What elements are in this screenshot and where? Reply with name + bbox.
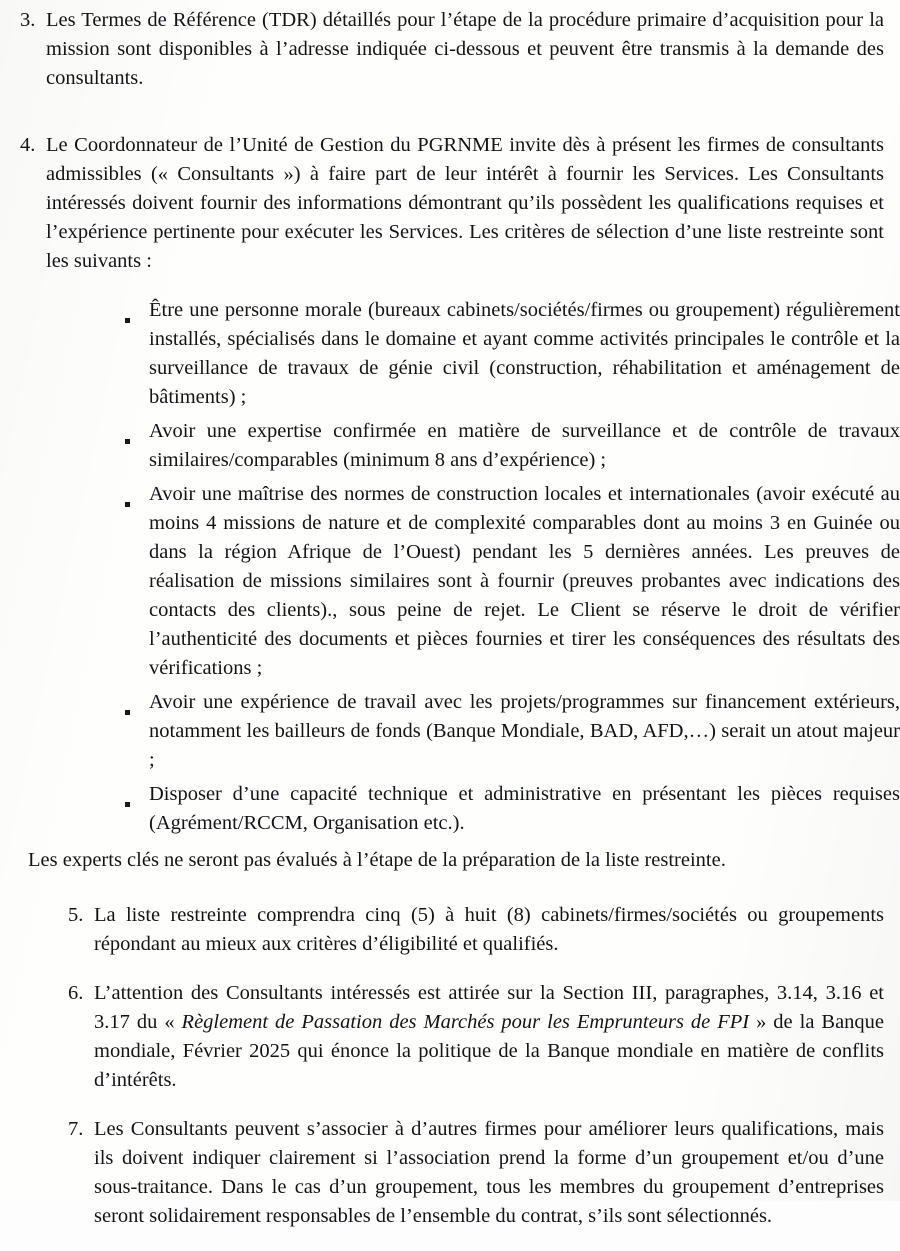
list-item	[149, 417, 900, 475]
criteria-text: Être une personne morale (bureaux cabinets/sociétés/firmes ou groupement) régulièrement installés, spécialisés dans le domaine et ayant comme activités principales le contrôle et la surveillance de travaux de génie civil (construction, réhabilitation et aménagement de bâtiments) ;	[149, 299, 900, 408]
criteria-text: Disposer d’une capacité technique et administrative en présentant les pièces requises (Agrément/RCCM, Organisation etc.).	[149, 783, 900, 834]
numbered-item-4	[16, 131, 884, 276]
paragraph-spacer	[16, 113, 884, 131]
criteria-text: Avoir une maîtrise des normes de construction locales et internationales (avoir exécuté au moins 4 missions de nature et de complexité comparables dont au moins 3 en Guinée ou dans la région Afrique de l’Ouest) pendant les 5 dernières années. Les preuves de réalisation de missions similaires sont à fournir (preuves probantes avec indications des contacts des clients)., sous peine de rejet. Le Client se réserve le droit de vérifier l’authenticité des documents et pièces fournies et tirer les conséquences des résultats des vérifications ;	[149, 483, 900, 679]
paragraph-4-text: Le Coordonnateur de l’Unité de Gestion du PGRNME invite dès à présent les firmes de consultants admissibles (« Consultants ») à faire part de leur intérêt à fournir les Services. Les Consultants intéressés doivent fournir des informations démontrant qu’ils possèdent les qualifications requises et l’expérience pertinente pour exécuter les Services. Les critères de sélection d’une liste restreinte sont les suivants :	[46, 134, 884, 272]
paragraph-6-text	[94, 979, 884, 1095]
regulation-title-italic: Règlement de Passation des Marchés pour les Emprunteurs de FPI	[181, 1011, 750, 1033]
list-item	[149, 296, 900, 412]
paragraph-7-text: Les Consultants peuvent s’associer à d’autres firmes pour améliorer leurs qualifications, mais ils doivent indiquer clairement si l’association prend la forme d’un groupement et/ou d’une sous-traitance. Dans le cas d’un groupement, tous les membres du groupement d’entreprises seront solidairement responsables de l’ensemble du contrat, s’ils sont sélectionnés.	[94, 1118, 884, 1227]
list-number-6: 6.	[68, 982, 84, 1004]
numbered-item-7	[64, 1115, 884, 1231]
list-number-4: 4.	[20, 134, 36, 156]
list-number-3: 3.	[20, 9, 36, 31]
square-bullet-icon	[111, 688, 149, 720]
paragraph-6-text-lead: L’attention des Consultants intéressés est attirée sur la Section III, paragraphes, 3.14, 3.16 et 3.17 du «	[94, 982, 884, 1033]
document-body	[16, 6, 900, 1251]
criteria-text: Avoir une expérience de travail avec les projets/programmes sur financement extérieurs, notamment les bailleurs de fonds (Banque Mondiale, BAD, AFD,…) serait un atout majeur ;	[149, 691, 900, 771]
criteria-text: Avoir une expertise confirmée en matière de surveillance et de contrôle de travaux similaires/comparables (minimum 8 ans d’expérience) ;	[149, 420, 900, 471]
square-bullet-icon	[111, 480, 149, 512]
paragraph-5-text: La liste restreinte comprendra cinq (5) à huit (8) cabinets/firmes/sociétés ou groupements répondant au mieux aux critères d’éligibilité et qualifiés.	[94, 904, 884, 955]
list-number-5: 5.	[68, 904, 84, 926]
list-number-7: 7.	[68, 1118, 84, 1140]
square-bullet-icon	[111, 296, 149, 328]
numbered-item-3	[16, 6, 884, 93]
square-bullet-icon	[111, 780, 149, 812]
list-item	[149, 688, 900, 775]
square-bullet-icon	[111, 417, 149, 449]
key-experts-note: Les experts clés ne seront pas évalués à l’étape de la préparation de la liste restreinte.	[28, 849, 726, 871]
criteria-bullet-list	[111, 296, 900, 838]
paragraph-3-text: Les Termes de Référence (TDR) détaillés pour l’étape de la procédure primaire d’acquisition pour la mission sont disponibles à l’adresse indiquée ci-dessous et peuvent être transmis à la demande des consultants.	[46, 9, 884, 89]
paragraph-6-text-tail: » de la Banque mondiale, Février 2025 qui énonce la politique de la Banque mondiale en matière de conflits d’intérêts.	[94, 1011, 885, 1091]
numbered-item-5	[64, 901, 884, 959]
numbered-item-6	[64, 979, 884, 1095]
list-item	[149, 780, 900, 838]
list-item	[149, 480, 900, 683]
